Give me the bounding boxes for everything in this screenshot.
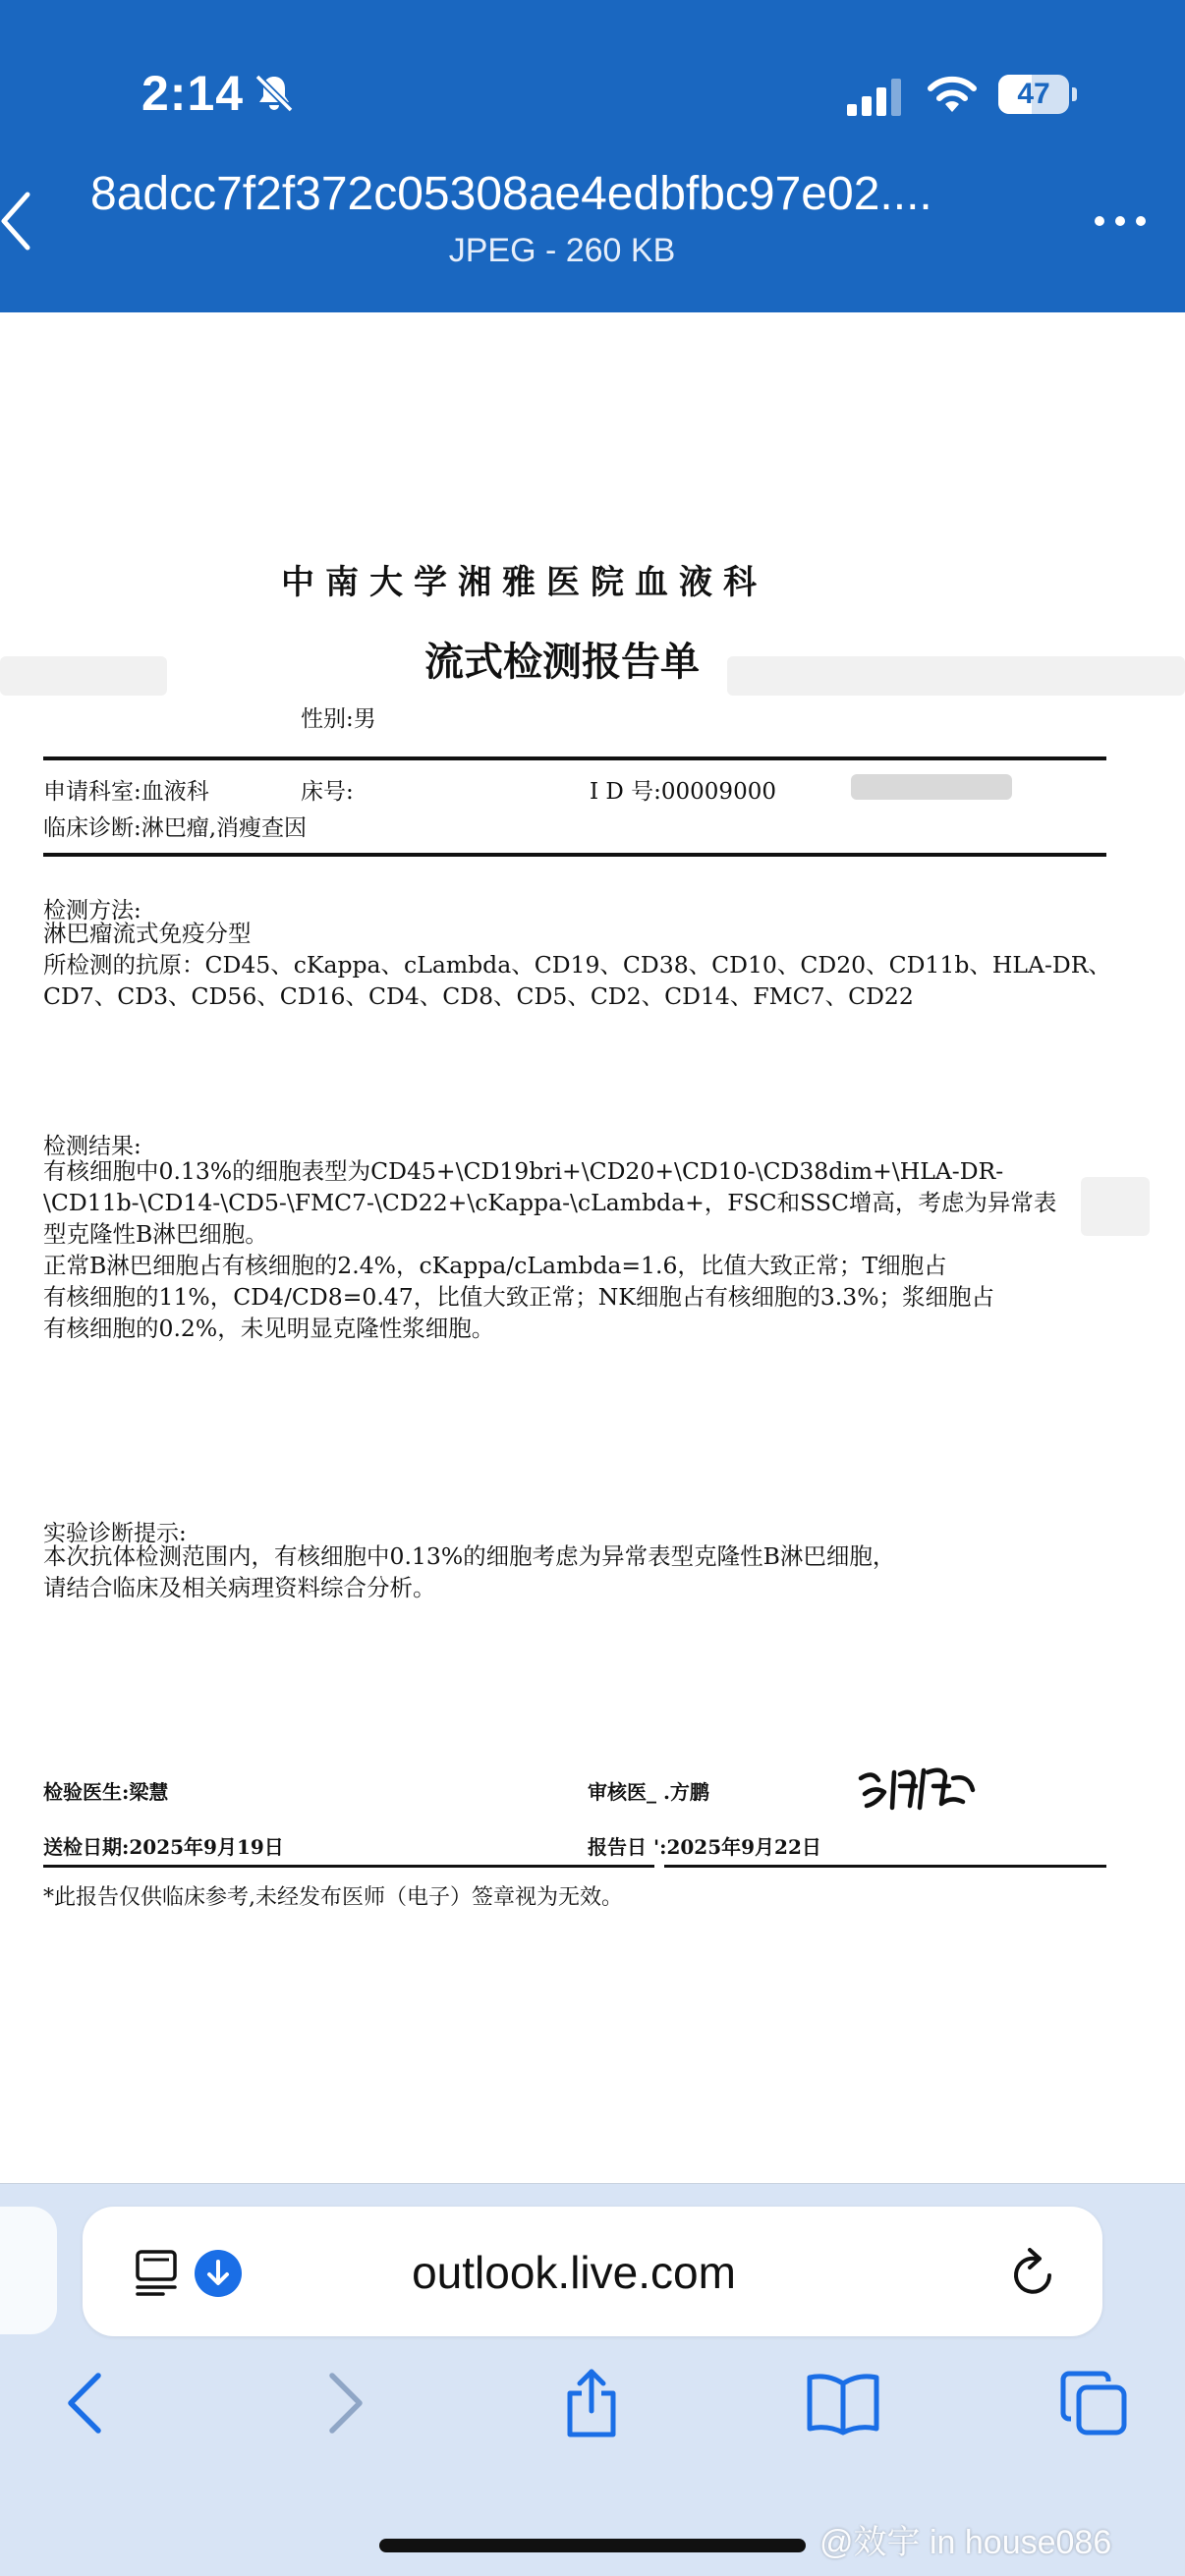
battery-percent: 47 bbox=[1017, 78, 1050, 110]
result-line: 有核细胞的11%，CD4/CD8=0.47，比值大致正常；NK细胞占有核细胞的3.3%；浆细胞占 bbox=[43, 1283, 995, 1311]
hint-line: 本次抗体检测范围内，有核细胞中0.13%的细胞考虑为异常表型克隆性B淋巴细胞， bbox=[43, 1542, 896, 1570]
diagnosis-field: 临床诊断:淋巴瘤,消瘦查因 bbox=[43, 815, 308, 841]
report-date: 报告日 ':2025年9月22日 bbox=[588, 1835, 821, 1859]
home-indicator[interactable] bbox=[379, 2539, 806, 2552]
forward-icon[interactable] bbox=[324, 2368, 367, 2438]
footer-rule bbox=[664, 1865, 1106, 1868]
result-line: 型克隆性B淋巴细胞。 bbox=[43, 1220, 268, 1248]
header-rule-bottom bbox=[43, 853, 1106, 857]
redacted-field bbox=[851, 774, 1012, 800]
download-icon[interactable] bbox=[195, 2250, 242, 2297]
scan-smudge bbox=[0, 656, 167, 696]
hint-heading: 实验诊断提示: bbox=[43, 1521, 187, 1546]
back-icon[interactable] bbox=[63, 2368, 106, 2438]
address-bar[interactable] bbox=[83, 2207, 1102, 2336]
url-text[interactable]: outlook.live.com bbox=[412, 2247, 736, 2298]
battery-icon bbox=[998, 75, 1077, 114]
doctor-field: 检验医生:梁慧 bbox=[43, 1780, 169, 1804]
chevron-left-icon[interactable] bbox=[0, 191, 33, 252]
signal-icon bbox=[847, 79, 906, 116]
result-heading: 检测结果: bbox=[43, 1134, 141, 1159]
share-icon[interactable] bbox=[560, 2368, 623, 2438]
patient-gender: 性别:男 bbox=[301, 706, 376, 732]
hint-line: 请结合临床及相关病理资料综合分析。 bbox=[43, 1574, 436, 1601]
dept-field: 申请科室:血液科 bbox=[43, 779, 209, 805]
id-field: I D 号:00009000 bbox=[590, 779, 776, 805]
bookmarks-icon[interactable] bbox=[806, 2368, 880, 2438]
file-viewer-header bbox=[0, 0, 1185, 312]
method-heading: 检测方法: bbox=[43, 898, 141, 924]
disclaimer: *此报告仅供临床参考,未经发布医师（电子）签章视为无效。 bbox=[43, 1885, 623, 1910]
result-line: 有核细胞的0.2%，未见明显克隆性浆细胞。 bbox=[43, 1315, 495, 1342]
header-rule bbox=[43, 756, 1106, 760]
antigens-line: CD7、CD3、CD56、CD16、CD4、CD8、CD5、CD2、CD14、FMC7、CD22 bbox=[43, 982, 914, 1010]
more-icon[interactable] bbox=[1093, 214, 1148, 228]
result-line: 有核细胞中0.13%的细胞表型为CD45+\CD19bri+\CD20+\CD10-\CD38dim+\HLA-DR- bbox=[43, 1157, 1004, 1185]
bed-field: 床号: bbox=[301, 779, 354, 805]
wifi-icon bbox=[926, 73, 979, 114]
method-name: 淋巴瘤流式免疫分型 bbox=[43, 920, 252, 947]
previous-tab-preview[interactable] bbox=[0, 2207, 57, 2334]
hospital-name: 中南大学湘雅医院血液科 bbox=[281, 563, 767, 602]
send-date: 送检日期:2025年9月19日 bbox=[43, 1835, 284, 1859]
file-name: 8adcc7f2f372c05308ae4edbfbc97e02.... bbox=[90, 168, 932, 220]
scan-smudge bbox=[727, 656, 1185, 696]
tabs-icon[interactable] bbox=[1059, 2368, 1130, 2438]
file-meta: JPEG - 260 KB bbox=[448, 232, 676, 269]
report-document bbox=[0, 312, 1185, 2183]
reload-icon[interactable] bbox=[1006, 2246, 1061, 2303]
signature-image bbox=[855, 1757, 983, 1816]
reviewer-field: 审核医_ .方鹏 bbox=[588, 1780, 709, 1804]
antigens-line: 所检测的抗原：CD45、cKappa、cLambda、CD19、CD38、CD10、CD20、CD11b、HLA-DR、 bbox=[43, 951, 1111, 979]
scan-smudge bbox=[1081, 1177, 1150, 1236]
footer-rule bbox=[43, 1865, 654, 1868]
reader-icon[interactable] bbox=[134, 2248, 183, 2297]
result-line: 正常B淋巴细胞占有核细胞的2.4%，cKappa/cLambda=1.6，比值大致正常；T细胞占 bbox=[43, 1252, 947, 1279]
report-title: 流式检测报告单 bbox=[424, 639, 700, 685]
result-line: \CD11b-\CD14-\CD5-\FMC7-\CD22+\cKappa-\cLambda+，FSC和SSC增高，考虑为异常表 bbox=[43, 1189, 1057, 1216]
status-time: 2:14 bbox=[141, 66, 245, 121]
watermark: @效宇 in house086 bbox=[819, 2524, 1112, 2561]
bell-slash-icon bbox=[252, 71, 297, 116]
